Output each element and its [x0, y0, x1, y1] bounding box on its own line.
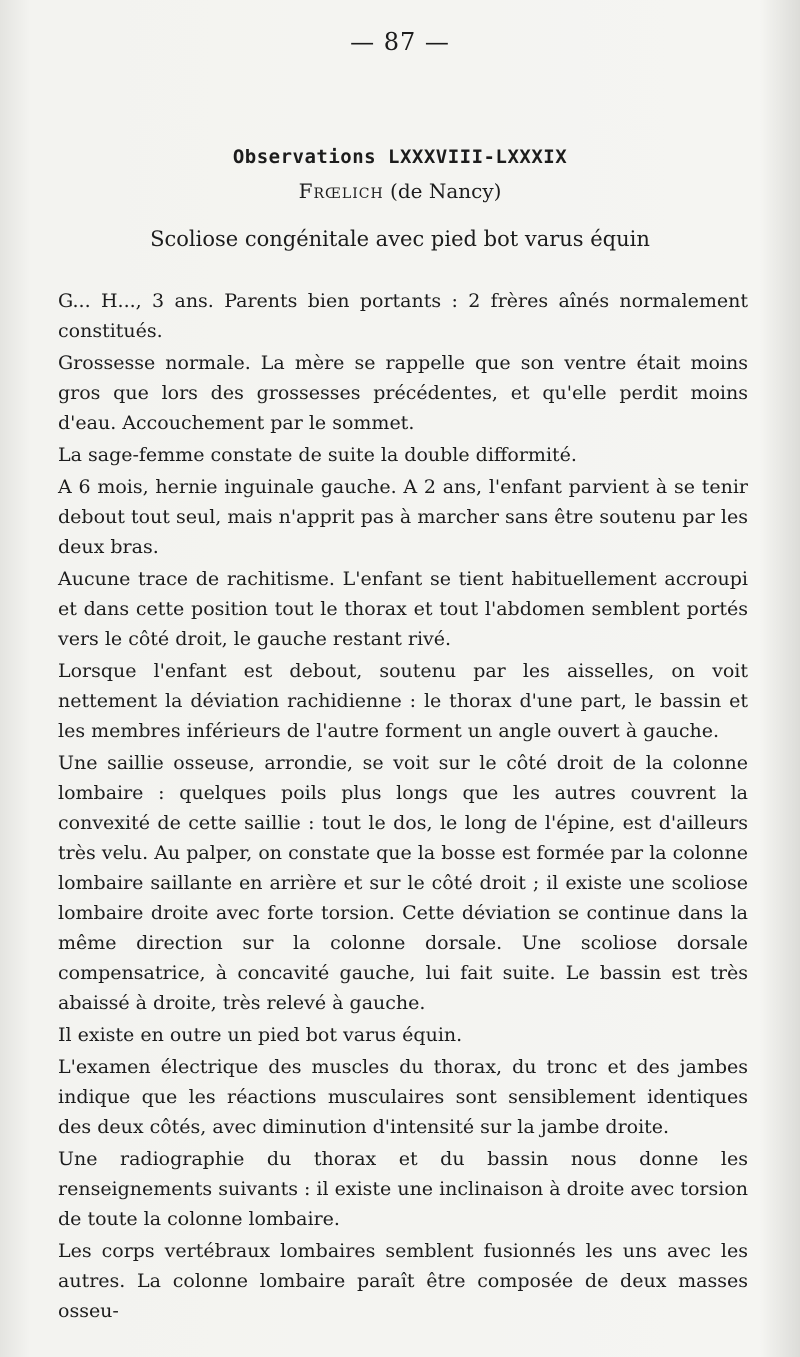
paragraph: Grossesse normale. La mère se rappelle que son ventre était moins gros que lors des grossesses précédentes, et qu'elle perdit moins d'eau. Accouchement par le sommet. [58, 352, 748, 434]
paragraph: La sage-femme constate de suite la double difformité. [58, 444, 577, 466]
observation-title: Observations LXXXVIII-LXXXIX [232, 146, 568, 168]
author-line [0, 176, 800, 206]
document-header [0, 142, 800, 254]
page-number: — 87 — [350, 28, 450, 56]
author-name: Frœlich [298, 179, 384, 203]
paragraph: Une radiographie du thorax et du bassin nous donne les renseignements suivants : il existe une inclinaison à droite avec torsion de toute la colonne lombaire. [58, 1148, 748, 1230]
subject-title: Scoliose congénitale avec pied bot varus équin [150, 227, 650, 251]
paragraph: A 6 mois, hernie inguinale gauche. A 2 ans, l'enfant parvient à se tenir debout tout seul, mais n'apprit pas à marcher sans être soutenu par les deux bras. [58, 476, 748, 558]
author-place: (de Nancy) [390, 179, 502, 203]
paragraph: Les corps vertébraux lombaires semblent fusionnés les uns avec les autres. La colonne lombaire paraît être composée de deux masses osseu- [58, 1240, 748, 1322]
paragraph: Aucune trace de rachitisme. L'enfant se tient habituellement accroupi et dans cette position tout le thorax et tout l'abdomen semblent portés vers le côté droit, le gauche restant rivé. [58, 568, 748, 650]
paragraph: Lorsque l'enfant est debout, soutenu par les aisselles, on voit nettement la déviation rachidienne : le thorax d'une part, le bassin et les membres inférieurs de l'autre forment un angle ouvert à gauche. [58, 660, 748, 742]
paragraph: Il existe en outre un pied bot varus équin. [58, 1024, 463, 1046]
paragraph: Une saillie osseuse, arrondie, se voit sur le côté droit de la colonne lombaire : quelques poils plus longs que les autres couvrent la convexité de cette saillie : tout le dos, le long de l'épine, est d'ailleurs très velu. Au palper, on constate que la bosse est formée par la colonne lombaire saillante en arrière et sur le côté droit ; il existe une scoliose lombaire droite avec forte torsion. Cette déviation se continue dans la même direction sur la colonne dorsale. Une scoliose dorsale compensatrice, à concavité gauche, lui fait suite. Le bassin est très abaissé à droite, très relevé à gauche. [58, 752, 748, 1014]
paragraph: G... H..., 3 ans. Parents bien portants : 2 frères aînés normalement constitués. [58, 290, 748, 342]
paragraph: L'examen électrique des muscles du thorax, du tronc et des jambes indique que les réactions musculaires sont sensiblement identiques des deux côtés, avec diminution d'intensité sur la jambe droite. [58, 1056, 748, 1138]
body-text [58, 286, 748, 1328]
